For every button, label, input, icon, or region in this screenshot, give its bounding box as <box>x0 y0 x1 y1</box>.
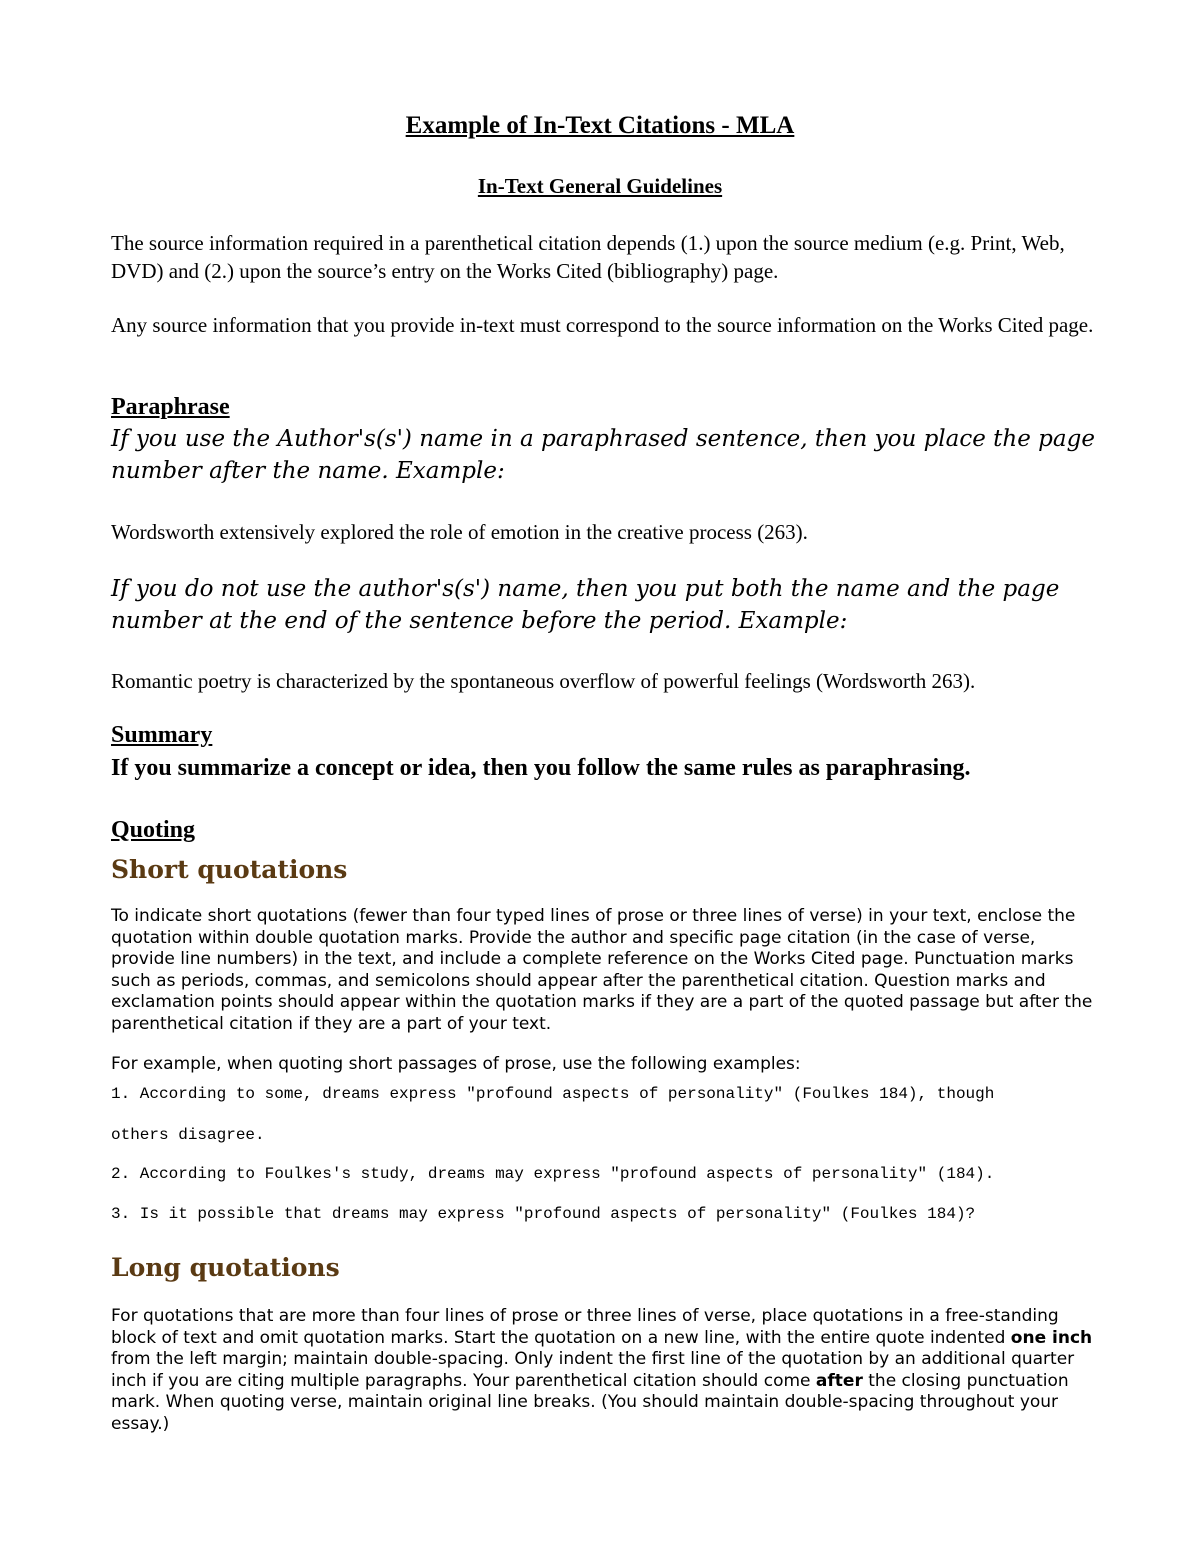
long-quotations-heading: Long quotations <box>111 1253 340 1282</box>
long-quotations-text-3: the closing punctuation mark. When quoting verse, maintain original line breaks. (You should maintain double-spacing throughout your essay.) <box>111 1370 1069 1434</box>
long-quotations-text-1: For quotations that are more than four lines of prose or three lines of verse, place quotations in a free-standing block of text and omit quotation marks. Start the quotation on a new line, with the entire quote indented <box>111 1306 1059 1348</box>
paraphrase-example-1: Wordsworth extensively explored the role of emotion in the creative process (263). <box>111 520 808 544</box>
example-2: 2. According to Foulkes's study, dreams may express "profound aspects of personality" (184). <box>111 1165 995 1183</box>
paraphrase-example-2: Romantic poetry is characterized by the spontaneous overflow of powerful feelings (Wordsworth 263). <box>111 669 976 693</box>
short-quotations-lead: For example, when quoting short passages of prose, use the following examples: <box>111 1054 801 1074</box>
document-subtitle: In-Text General Guidelines <box>477 174 723 198</box>
paraphrase-heading: Paraphrase <box>111 394 230 420</box>
example-1-line-2: others disagree. <box>111 1126 265 1144</box>
intro-paragraph-2: Any source information that you provide in-text must correspond to the source information on the Works Cited page. <box>111 313 1094 337</box>
short-quotations-heading: Short quotations <box>111 855 348 884</box>
long-quotations-text-2: from the left margin; maintain double-spacing. Only indent the first line of the quotation by an additional quarter inch if you are citing multiple paragraphs. Your parenthetical citation should come <box>111 1349 1075 1391</box>
paraphrase-rule-2: If you do not use the author's(s') name, then you put both the name and the page number at the end of the sentence before the period. Example: <box>111 576 1060 634</box>
intro-paragraph-1: The source information required in a parenthetical citation depends (1.) upon the source medium (e.g. Print, Web, DVD) and (2.) upon the source’s entry on the Works Cited (bibliography) page. <box>111 231 1065 283</box>
example-3: 3. Is it possible that dreams may express "profound aspects of personality" (Foulkes 184)? <box>111 1205 976 1223</box>
emphasis-one-inch: one inch <box>1010 1327 1093 1348</box>
paraphrase-rule-1: If you use the Author's(s') name in a paraphrased sentence, then you place the page number after the name. Example: <box>111 426 1095 484</box>
summary-heading: Summary <box>111 722 213 748</box>
document-title: Example of In-Text Citations - MLA <box>405 112 795 139</box>
summary-text: If you summarize a concept or idea, then you follow the same rules as paraphrasing. <box>111 755 971 781</box>
emphasis-after: after <box>815 1370 863 1391</box>
long-quotations-body <box>111 1306 1096 1436</box>
quoting-heading: Quoting <box>111 817 196 843</box>
example-1-line-1: 1. According to some, dreams express "profound aspects of personality" (Foulkes 184), though <box>111 1085 995 1103</box>
short-quotations-body: To indicate short quotations (fewer than four typed lines of prose or three lines of verse) in your text, enclose the quotation within double quotation marks. Provide the author and specific page citation (in the case of verse, provide line numbers) in the text, and include a complete reference on the Works Cited page. Punctuation marks such as periods, commas, and semicolons should appear after the parenthetical citation. Question marks and exclamation points should appear within the quotation marks if they are a part of the quoted passage but after the parenthetical citation if they are a part of your text. <box>111 906 1093 1034</box>
